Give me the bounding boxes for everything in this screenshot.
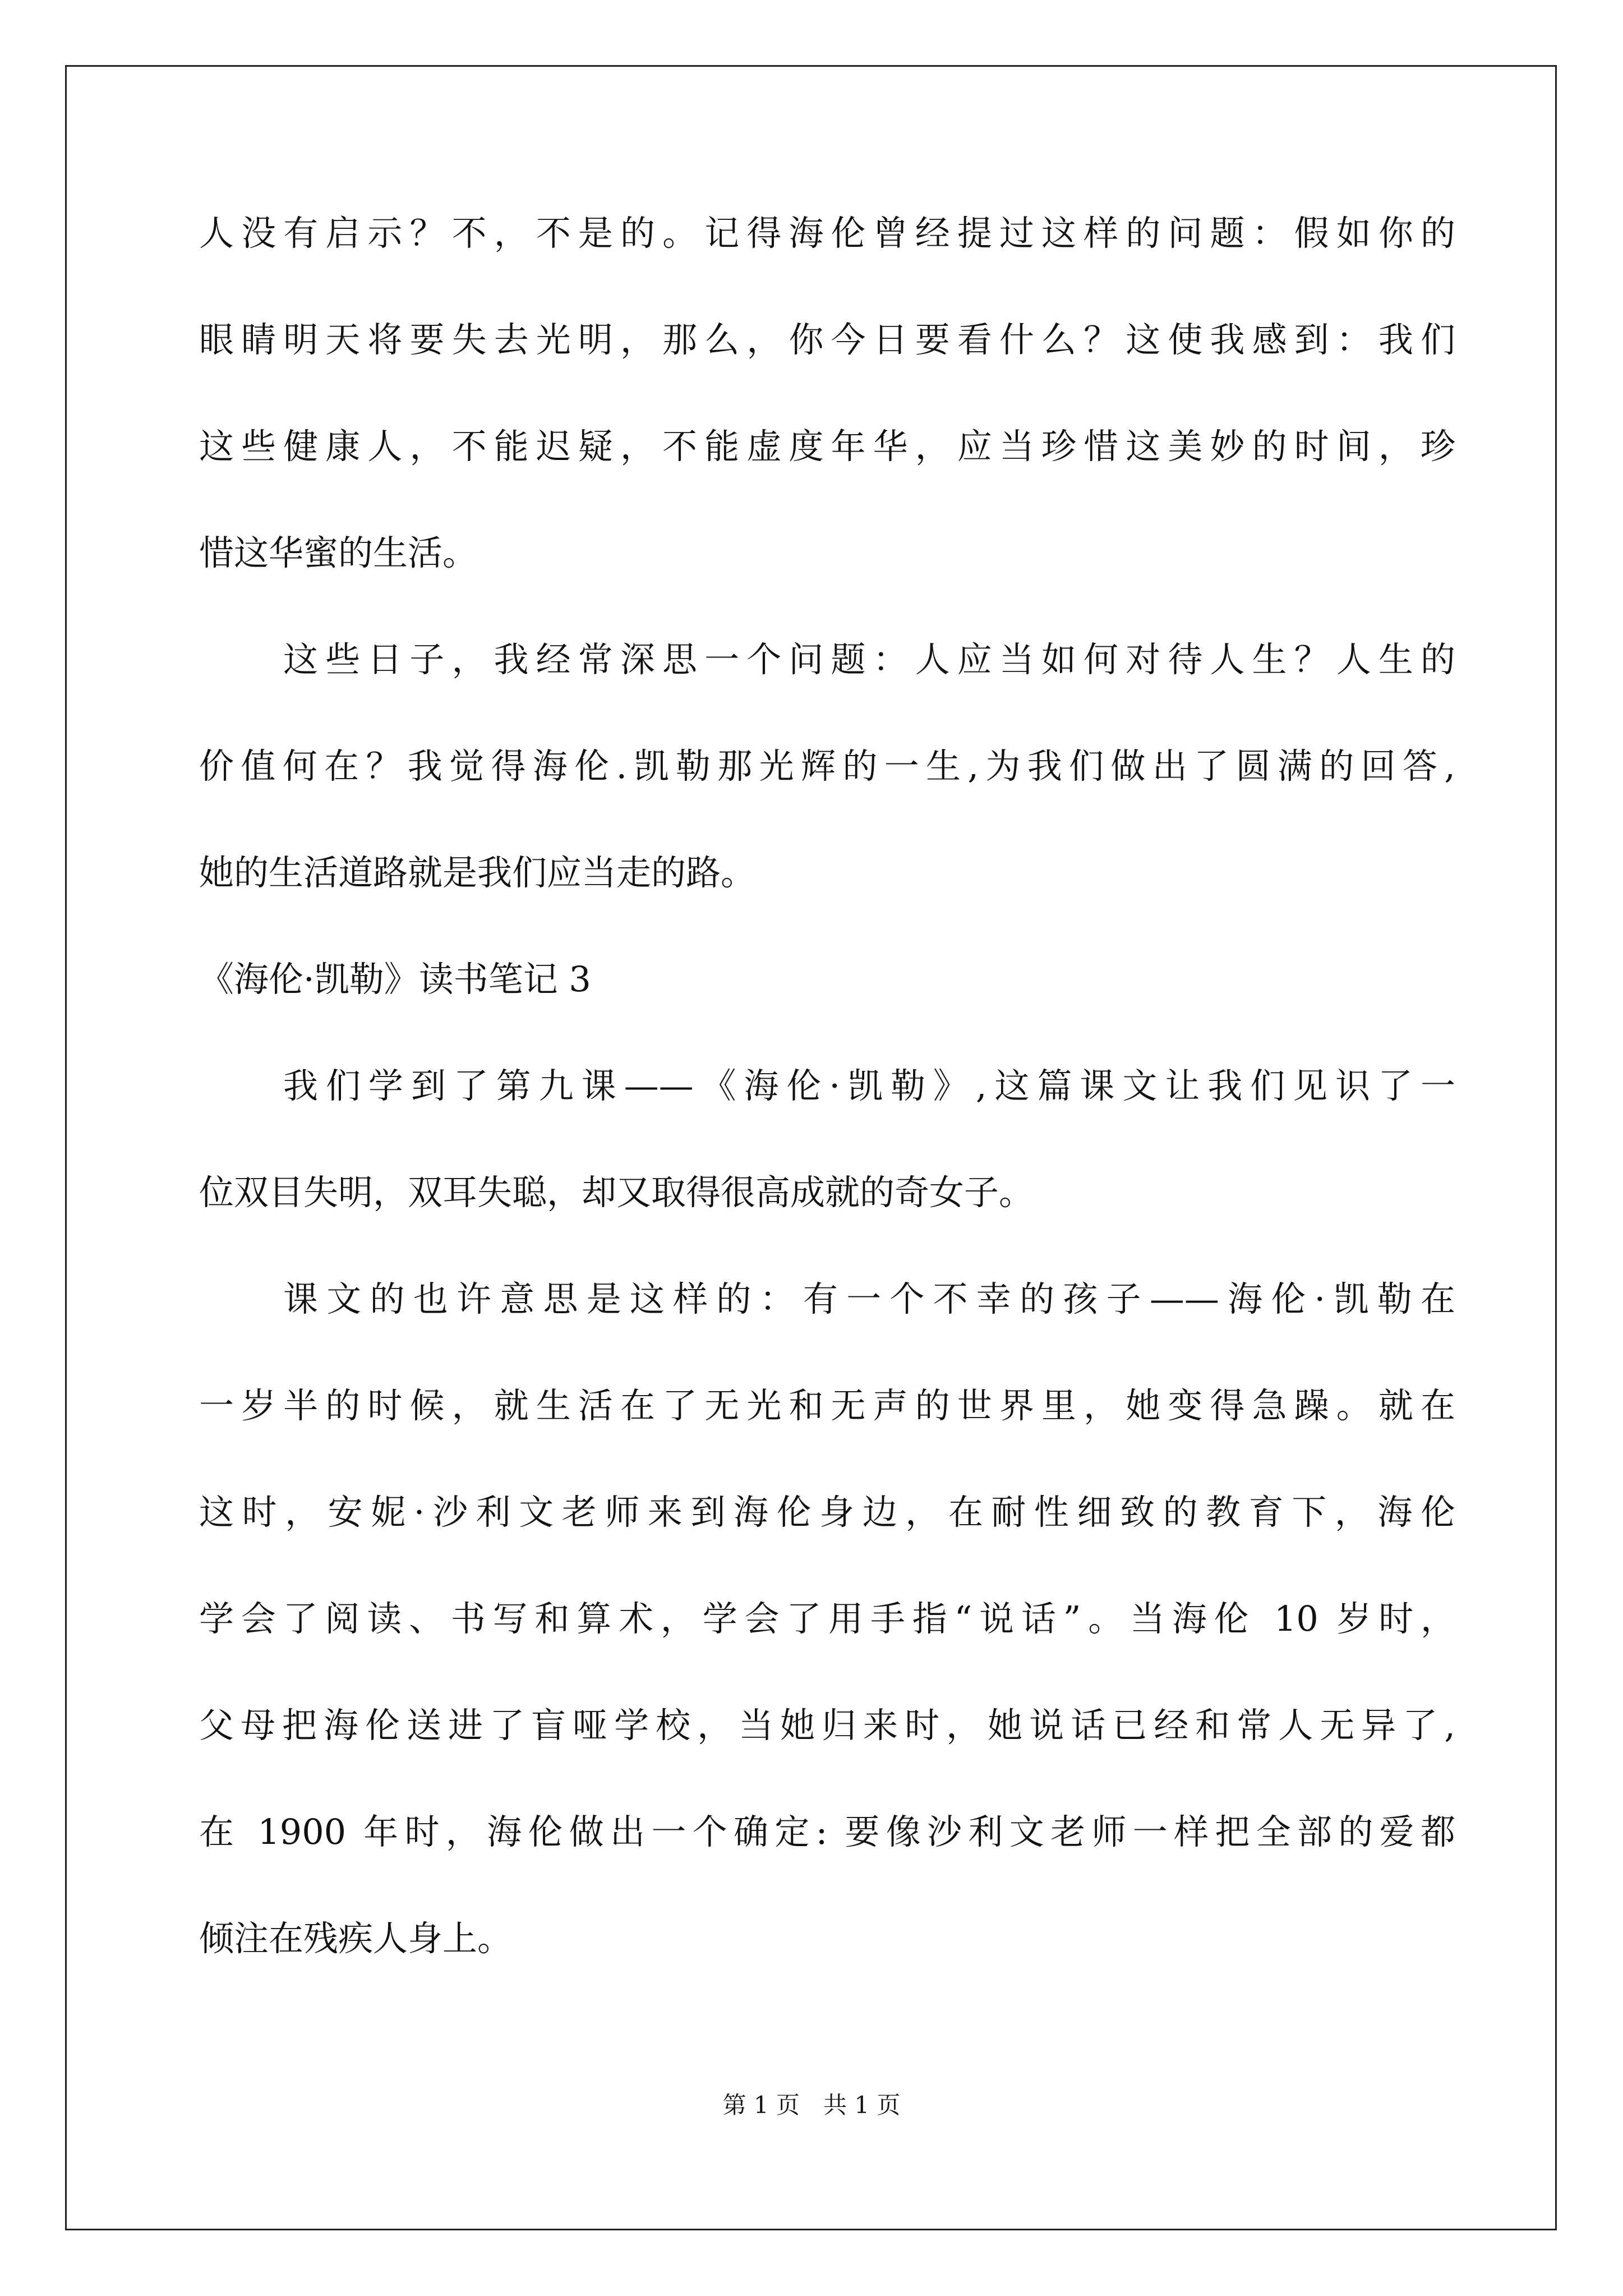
paragraph-line: 在 1900 年时，海伦做出一个确定: 要像沙利文老师一样把全部的爱都	[199, 1811, 1455, 1852]
paragraph-line: 学会了阅读、书写和算术，学会了用手指“说话”。当海伦 10 岁时，	[199, 1598, 1455, 1639]
paragraph-line: 这时，安妮·沙利文老师来到海伦身边，在耐性细致的教育下，海伦	[199, 1492, 1455, 1533]
paragraph-line: 倾注在残疾人身上。	[199, 1918, 513, 1959]
paragraph-line: 人没有启示？不，不是的。记得海伦曾经提过这样的问题：假如你的	[199, 213, 1455, 254]
page-footer: 第 1 页 共 1 页	[722, 2091, 901, 2119]
paragraph-line: 一岁半的时候，就生活在了无光和无声的世界里，她变得急躁。就在	[199, 1385, 1455, 1426]
paragraph-line: 惜这华蜜的生活。	[199, 532, 478, 573]
paragraph-line: 课文的也许意思是这样的：有一个不幸的孩子——海伦·凯勒在	[283, 1278, 1455, 1319]
paragraph-line: 眼睛明天将要失去光明，那么，你今日要看什么？这使我感到：我们	[199, 319, 1455, 360]
paragraph-line: 价值何在？我觉得海伦.凯勒那光辉的一生,为我们做出了圆满的回答,	[199, 746, 1455, 786]
paragraph-line: 这些健康人，不能迟疑，不能虚度年华，应当珍惜这美妙的时间，珍	[199, 426, 1455, 467]
document-body	[199, 213, 1455, 2028]
section-heading: 《海伦·凯勒》读书笔记 3	[199, 959, 591, 1000]
paragraph-line: 我们学到了第九课——《海伦·凯勒》,这篇课文让我们见识了一	[283, 1065, 1455, 1106]
paragraph-line: 这些日子，我经常深思一个问题：人应当如何对待人生？人生的	[283, 639, 1455, 680]
paragraph-line: 位双目失明，双耳失聪，却又取得很高成就的奇女子。	[199, 1172, 1034, 1213]
paragraph-line: 父母把海伦送进了盲哑学校，当她归来时，她说话已经和常人无异了,	[199, 1705, 1455, 1746]
paragraph-line: 她的生活道路就是我们应当走的路。	[199, 852, 756, 893]
